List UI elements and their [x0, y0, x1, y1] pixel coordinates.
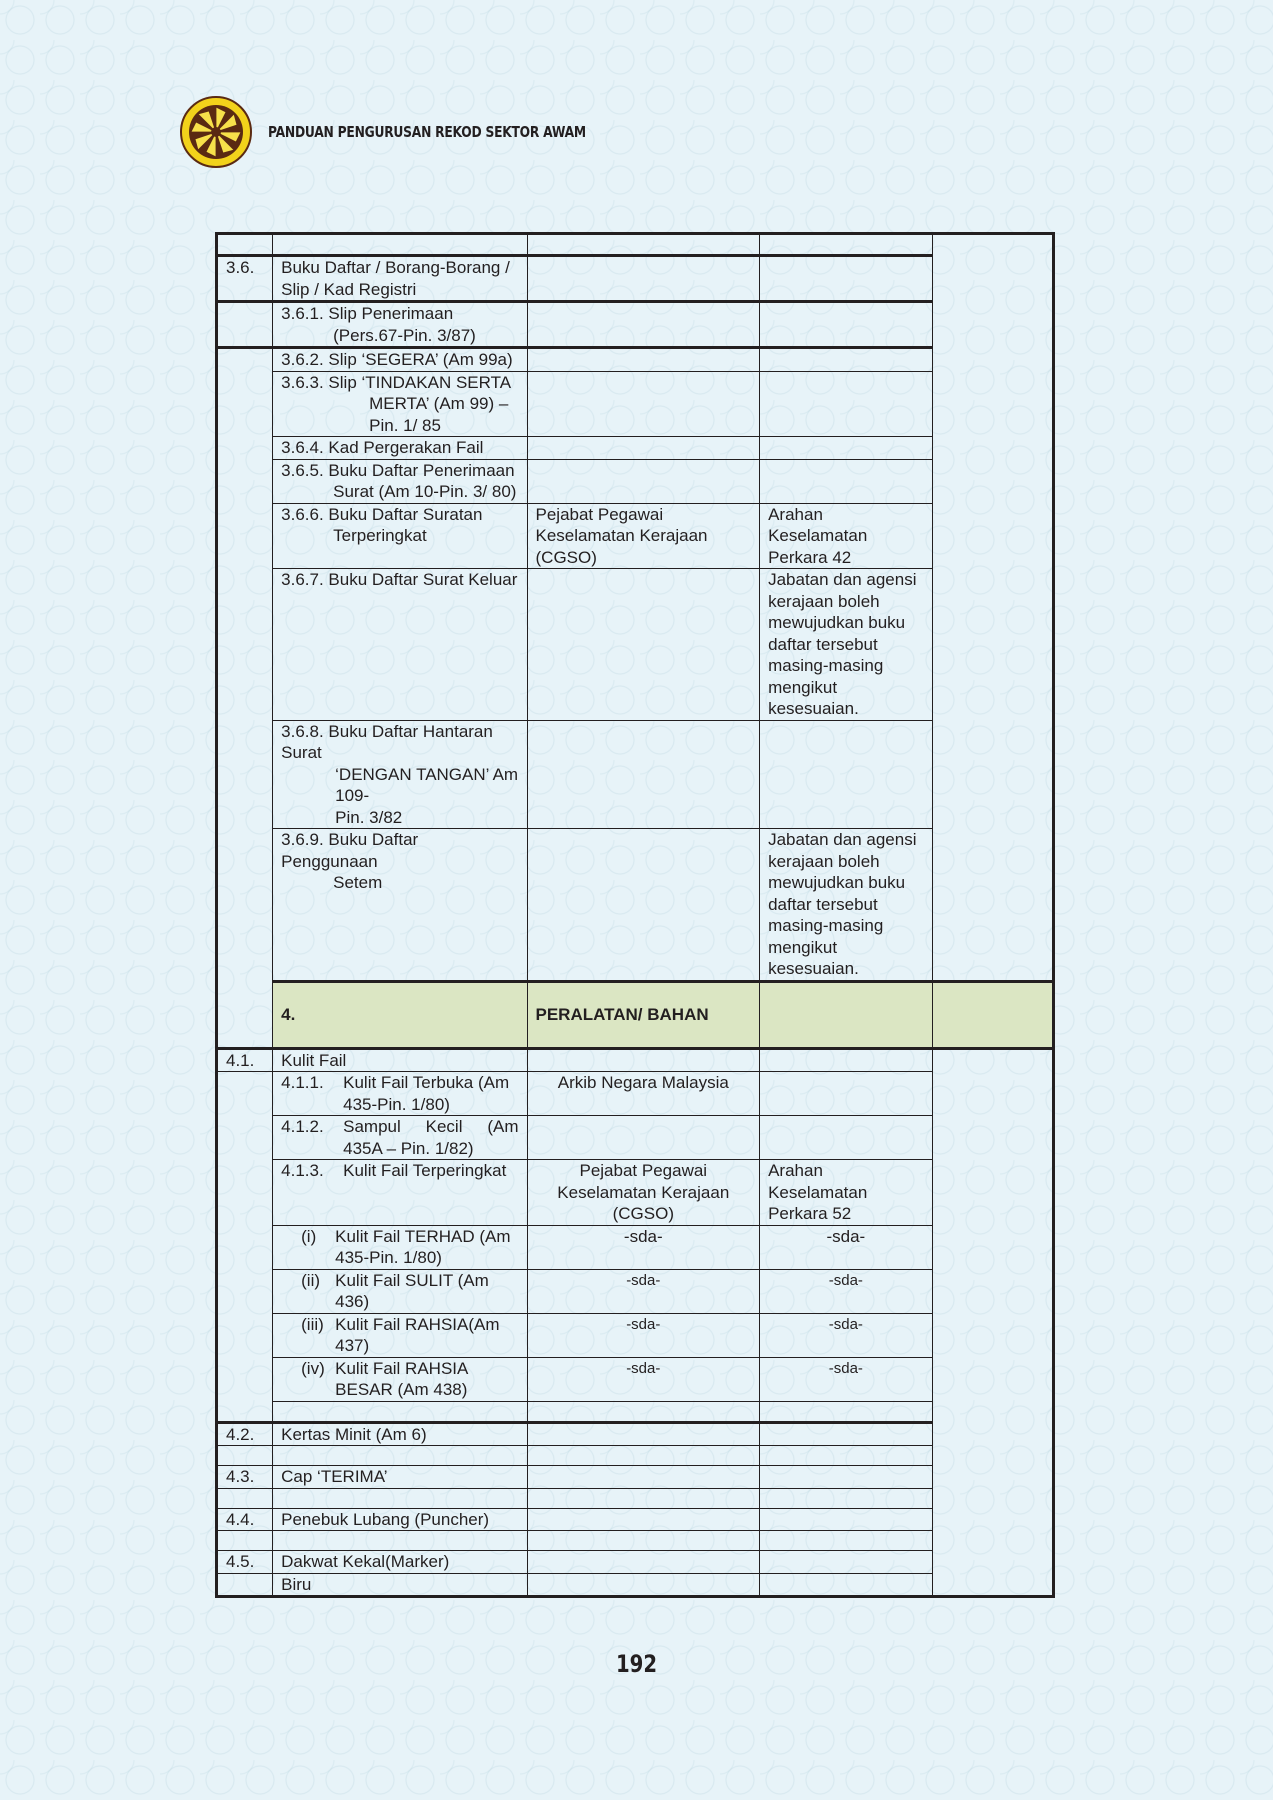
table-row	[217, 256, 1054, 302]
item-description: Buku Daftar Surat Keluar	[328, 570, 518, 589]
item-number: 4.1.	[217, 1048, 273, 1072]
table-row	[217, 720, 1054, 829]
item-description: Buku Daftar Penggunaan	[281, 830, 419, 871]
responsible-agency: Pejabat Pegawai Keselamatan Kerajaan (CGSO)	[527, 503, 760, 569]
item-description-cont: ‘DENGAN TANGAN’ Am 109-	[335, 764, 519, 805]
table-row	[217, 1072, 1054, 1116]
document-title: PANDUAN PENGURUSAN REKOD SEKTOR AWAM	[268, 123, 586, 141]
item-description: Kulit Fail RAHSIA BESAR (Am 438)	[335, 1358, 468, 1399]
table-row	[217, 503, 1054, 569]
roman-numeral: (ii)	[301, 1270, 321, 1290]
item-description: Slip ‘TINDAKAN SERTA	[328, 372, 512, 392]
reference-note: Jabatan dan agensi kerajaan boleh mewujudkan buku daftar tersebut masing-masing mengikut kesesuaian.	[760, 569, 933, 721]
item-description: Buku Daftar Hantaran Surat	[281, 721, 493, 762]
table-row	[217, 1488, 1054, 1508]
item-description: Kad Pergerakan Fail	[328, 438, 484, 457]
reference-note: Jabatan dan agensi kerajaan boleh mewujudkan buku daftar tersebut masing-masing mengikut kesesuaian.	[760, 829, 933, 982]
item-description: Kulit Fail TERHAD (Am 435-Pin. 1/80)	[335, 1226, 511, 1267]
sub-item-number: 4.1.1.	[281, 1073, 324, 1092]
page-header	[180, 96, 656, 168]
sub-item-number: 3.6.1.	[281, 304, 324, 323]
table-row	[217, 829, 1054, 982]
table-row	[217, 1269, 1054, 1313]
sub-item-number: 4.1.3.	[281, 1161, 324, 1180]
section-number: 4.	[273, 981, 527, 1048]
item-description: Penebuk Lubang (Puncher)	[273, 1508, 527, 1531]
records-items-table	[215, 232, 1055, 1598]
item-description: Sampul Kecil (Am 435A – Pin. 1/82)	[343, 1117, 519, 1158]
table-row	[217, 1446, 1054, 1466]
item-description-cont: Setem	[333, 873, 383, 892]
item-number: 3.6.	[217, 256, 273, 302]
item-description: Slip Penerimaan (Pers.67-Pin. 3/87)	[328, 304, 476, 345]
section-header-row	[217, 981, 1054, 1048]
table-row	[217, 459, 1054, 503]
reference-note: Arahan Keselamatan Perkara 42	[760, 503, 933, 569]
roman-numeral: (iv)	[301, 1358, 325, 1378]
responsible-agency: -sda-	[527, 1269, 760, 1313]
table-row	[217, 1313, 1054, 1357]
table-row	[217, 1531, 1054, 1551]
sub-item-number: 3.6.8.	[281, 721, 324, 741]
table-row	[217, 1225, 1054, 1269]
item-number: 4.2.	[217, 1422, 273, 1446]
item-description: Kertas Minit (Am 6)	[273, 1422, 527, 1446]
item-description: Kulit Fail	[273, 1048, 527, 1072]
item-description: Dakwat Kekal(Marker)	[273, 1551, 527, 1574]
item-description: Kulit Fail Terperingkat	[343, 1161, 507, 1180]
table-row	[217, 1551, 1054, 1574]
item-description: Buku Daftar Penerimaan	[328, 460, 515, 480]
item-description: Slip ‘SEGERA’ (Am 99a)	[328, 350, 513, 369]
item-number: 4.3.	[217, 1466, 273, 1489]
sub-item-number: 3.6.9.	[281, 830, 324, 849]
table-row	[217, 234, 1054, 256]
sub-item-number: 3.6.4.	[281, 438, 324, 457]
item-description: Biru	[273, 1573, 527, 1597]
table-row	[217, 1116, 1054, 1160]
item-description: Kulit Fail RAHSIA(Am 437)	[335, 1314, 500, 1355]
item-description-cont: MERTA’ (Am 99) – Pin. 1/ 85	[369, 394, 509, 435]
reference-note: -sda-	[760, 1313, 933, 1357]
sub-item-number: 3.6.7.	[281, 570, 324, 589]
item-description: Cap ‘TERIMA’	[273, 1466, 527, 1489]
page-number: 192	[615, 1650, 658, 1678]
sub-item-number: 3.6.5.	[281, 460, 324, 480]
item-number: 4.5.	[217, 1551, 273, 1574]
responsible-agency: -sda-	[527, 1225, 760, 1269]
sub-item-number: 4.1.2.	[281, 1117, 324, 1136]
reference-note: Arahan Keselamatan Perkara 52	[760, 1160, 933, 1226]
responsible-agency: Arkib Negara Malaysia	[527, 1072, 760, 1116]
responsible-agency: -sda-	[527, 1313, 760, 1357]
item-description: Buku Daftar / Borang-Borang / Slip / Kad Registri	[273, 256, 527, 302]
table-row	[217, 1508, 1054, 1531]
item-number: 4.4.	[217, 1508, 273, 1531]
responsible-agency: -sda-	[527, 1357, 760, 1401]
table-row	[217, 371, 1054, 437]
sub-item-number: 3.6.6.	[281, 504, 324, 524]
table-row	[217, 1160, 1054, 1226]
roman-numeral: (iii)	[301, 1314, 324, 1334]
table-row	[217, 1357, 1054, 1401]
table-row	[217, 348, 1054, 372]
item-description: Kulit Fail SULIT (Am 436)	[335, 1270, 489, 1311]
item-description-cont: Pin. 3/82	[335, 807, 403, 827]
table-row	[217, 1422, 1054, 1446]
section-title: PERALATAN/ BAHAN	[527, 981, 760, 1048]
table-row	[217, 1048, 1054, 1072]
table-row	[217, 1466, 1054, 1489]
sub-item-number: 3.6.2.	[281, 350, 324, 369]
table-row	[217, 437, 1054, 460]
table-row	[217, 1401, 1054, 1422]
table-row	[217, 1573, 1054, 1597]
responsible-agency: Pejabat Pegawai Keselamatan Kerajaan (CGSO)	[527, 1160, 760, 1226]
reference-note: -sda-	[760, 1357, 933, 1401]
table-row	[217, 569, 1054, 721]
table-row	[217, 302, 1054, 348]
roman-numeral: (i)	[301, 1226, 317, 1246]
arkib-negara-logo-icon	[180, 96, 252, 168]
reference-note: -sda-	[760, 1269, 933, 1313]
item-description-cont: Surat (Am 10-Pin. 3/ 80)	[333, 482, 517, 501]
item-description-cont: Terperingkat	[333, 526, 427, 545]
sub-item-number: 3.6.3.	[281, 372, 324, 392]
item-description: Buku Daftar Suratan	[328, 504, 483, 524]
item-description: Kulit Fail Terbuka (Am 435-Pin. 1/80)	[343, 1073, 510, 1114]
reference-note: -sda-	[760, 1225, 933, 1269]
